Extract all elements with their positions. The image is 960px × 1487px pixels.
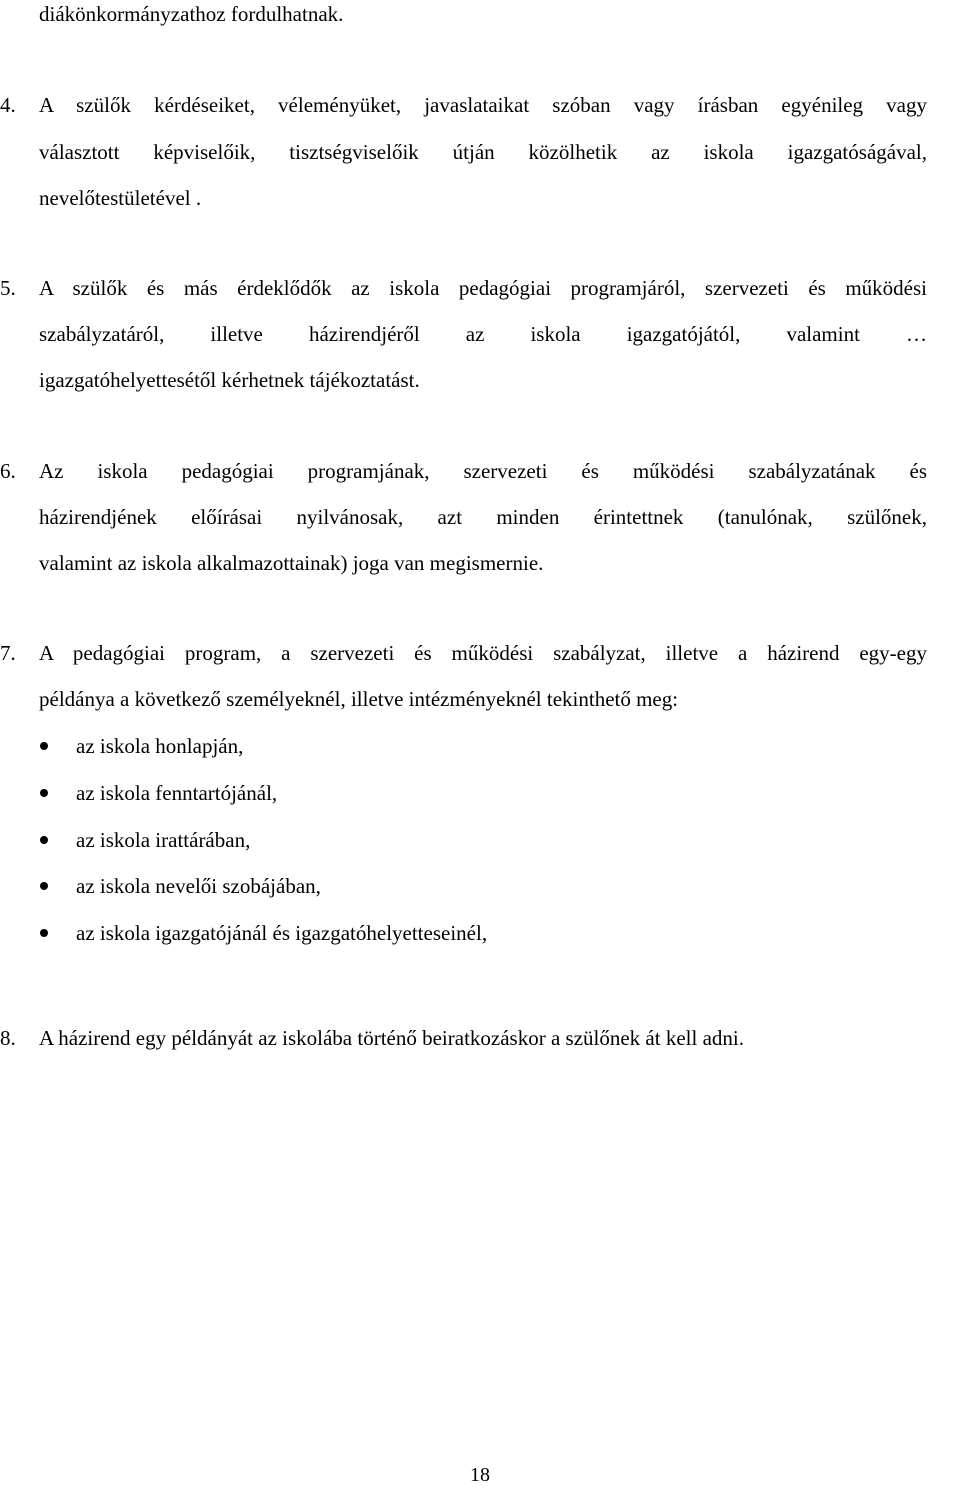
item-text-line: A szülők kérdéseiket, véleményüket, javaslataikat szóban vagy írásban egyénileg vagy bbox=[39, 93, 927, 117]
item-text-line: Az iskola pedagógiai programjának, szervezeti és működési szabályzatának és bbox=[39, 459, 927, 483]
item-number: 8. bbox=[0, 1026, 16, 1050]
item-text-line: választott képviselőik, tisztségviselőik útján közölhetik az iskola igazgatóságával, bbox=[39, 140, 927, 164]
item-number: 6. bbox=[0, 459, 16, 483]
bullet-item bbox=[0, 733, 960, 763]
bullet-icon bbox=[40, 789, 48, 797]
bullet-icon bbox=[40, 836, 48, 844]
bullet-text: az iskola irattárában, bbox=[76, 828, 251, 852]
bullet-text: az iskola fenntartójánál, bbox=[76, 781, 278, 805]
item-text-line: A házirend egy példányát az iskolába történő beiratkozáskor a szülőnek át kell adni. bbox=[39, 1026, 744, 1050]
continuation-text: diákönkormányzathoz fordulhatnak. bbox=[39, 2, 344, 26]
item-text-line: A pedagógiai program, a szervezeti és működési szabályzat, illetve a házirend egy-egy bbox=[39, 641, 927, 665]
item-text-line: igazgatóhelyettesétől kérhetnek tájékoztatást. bbox=[39, 368, 420, 392]
item-text-line: valamint az iskola alkalmazottainak) joga van megismernie. bbox=[39, 551, 544, 575]
bullet-icon bbox=[40, 742, 48, 750]
bullet-icon bbox=[40, 929, 48, 937]
item-text-line: A szülők és más érdeklődők az iskola pedagógiai programjáról, szervezeti és működési bbox=[39, 276, 927, 300]
bullet-icon bbox=[40, 882, 48, 890]
bullet-item bbox=[0, 873, 960, 903]
item-text-line: példánya a következő személyeknél, illetve intézményeknél tekinthető meg: bbox=[39, 687, 679, 711]
item-text-line: szabályzatáról, illetve házirendjéről az iskola igazgatójától, valamint … bbox=[39, 322, 927, 346]
item-text-line: nevelőtestületével . bbox=[39, 186, 202, 210]
item-number: 4. bbox=[0, 93, 16, 117]
page-number: 18 bbox=[470, 1464, 490, 1486]
item-number: 5. bbox=[0, 276, 16, 300]
bullet-text: az iskola honlapján, bbox=[76, 734, 244, 758]
bullet-item bbox=[0, 827, 960, 857]
bullet-text: az iskola nevelői szobájában, bbox=[76, 874, 321, 898]
item-number: 7. bbox=[0, 641, 16, 665]
bullet-item bbox=[0, 920, 960, 950]
item-text-line: házirendjének előírásai nyilvánosak, azt minden érintettnek (tanulónak, szülőnek, bbox=[39, 505, 927, 529]
bullet-text: az iskola igazgatójánál és igazgatóhelyetteseinél, bbox=[76, 921, 488, 945]
bullet-item bbox=[0, 780, 960, 810]
